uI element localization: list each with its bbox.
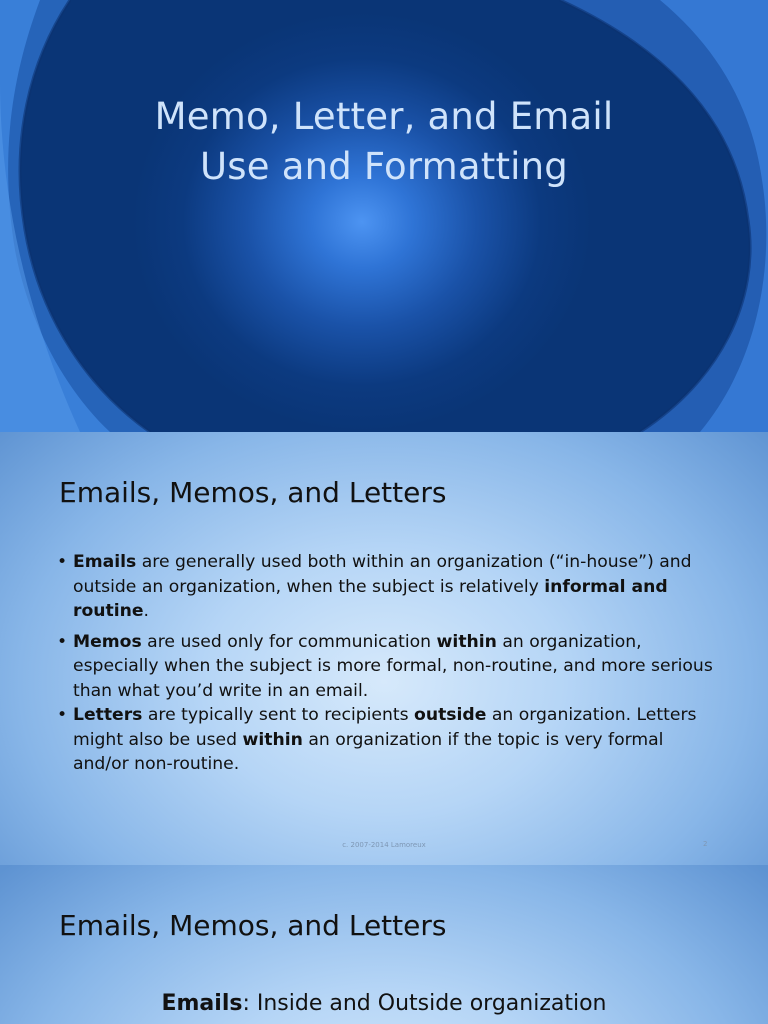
bullet-text: are used only for communication — [141, 631, 437, 652]
bullet-emphasis: within — [436, 631, 497, 652]
bullet-text: an organization if the topic is very formal and/or non-routine. — [73, 729, 664, 774]
slide-heading: Emails, Memos, and Letters — [59, 909, 447, 942]
title-line-2: Use and Formatting — [200, 145, 568, 188]
slide-footer: c. 2007-2014 Lamoreux — [342, 841, 426, 849]
bullet-emphasis: informal and routine — [73, 576, 668, 621]
content-slide-2 — [0, 865, 768, 1024]
bullet-text: an organization, especially when the subject is more formal, non-routine, and more serious than what you’d write in an email. — [73, 631, 713, 701]
slide-subheading — [0, 991, 768, 1016]
bullet-dot-icon: • — [57, 552, 68, 572]
bullet-emphasis: within — [242, 729, 303, 750]
bullet-term: Emails — [73, 552, 137, 572]
bullet-emails — [57, 550, 717, 624]
bullet-emphasis: outside — [414, 705, 487, 725]
bullet-text: an organization. Letters might also be used — [73, 705, 697, 750]
title-line-1: Memo, Letter, and Email — [154, 95, 614, 138]
bullet-text: are generally used both within an organization (“in-house”) and outside an organization, when the subject is relatively — [73, 552, 692, 597]
bullet-term: Letters — [73, 705, 143, 725]
slide-heading: Emails, Memos, and Letters — [59, 476, 447, 509]
bullet-letters — [57, 703, 717, 777]
bullet-text: . — [143, 601, 149, 621]
bullet-text: are typically sent to recipients — [142, 705, 415, 725]
page-number: 2 — [703, 840, 708, 848]
bullet-list — [57, 550, 717, 783]
bullet-dot-icon: • — [57, 631, 68, 652]
content-slide — [0, 432, 768, 865]
subheading-term: Emails — [161, 991, 243, 1016]
bullet-dot-icon: • — [57, 705, 68, 725]
title-slide — [0, 0, 768, 432]
subheading-text: : Inside and Outside organization — [242, 991, 607, 1016]
bullet-term: Memos — [73, 631, 142, 652]
slide-title — [0, 92, 768, 192]
bullet-memos — [57, 630, 717, 704]
wave-decoration — [0, 0, 768, 432]
